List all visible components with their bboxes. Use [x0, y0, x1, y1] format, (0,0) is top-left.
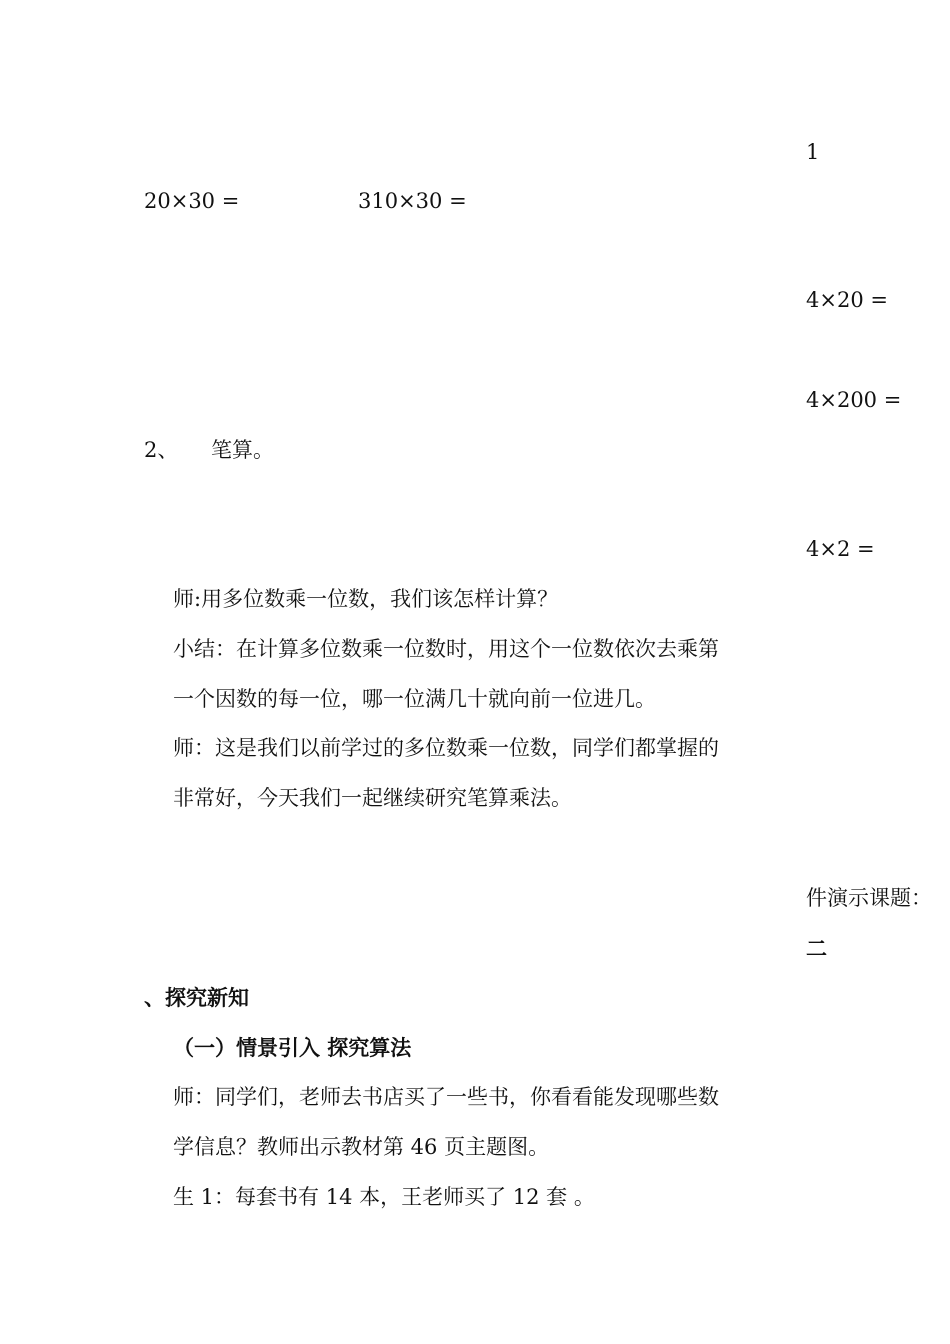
- calc-4x20: 4×20 =: [806, 288, 888, 312]
- review-summary-line-1: 小结：在计算多位数乘一位数时，用这个一位数依次去乘第: [173, 637, 719, 661]
- section-teacher-line-1: 师：同学们，老师去书店买了一些书，你看看能发现哪些数: [173, 1085, 719, 1109]
- written-calc-number: 2、: [144, 438, 179, 462]
- review-teacher-line-1: 师：这是我们以前学过的多位数乘一位数，同学们都掌握的: [173, 736, 719, 760]
- section-student-line: 生 1：每套书有 14 本，王老师买了 12 套 。: [173, 1185, 595, 1209]
- slide-note: 件演示课题：: [806, 886, 932, 910]
- oral-calc-item-b: 310×30 =: [358, 189, 467, 213]
- review-teacher-line-2: 非常好，今天我们一起继续研究笔算乘法。: [173, 786, 572, 810]
- right-number-1: 1: [806, 140, 820, 164]
- calc-4x2: 4×2 =: [806, 537, 875, 561]
- review-teacher-question: 师:用多位数乘一位数，我们该怎样计算？: [173, 587, 559, 611]
- section-number: 二: [806, 936, 827, 961]
- calc-4x200: 4×200 =: [806, 388, 902, 412]
- review-summary-line-2: 一个因数的每一位，哪一位满几十就向前一位进几。: [173, 687, 656, 711]
- section-heading: 、探究新知: [144, 985, 249, 1010]
- oral-calc-item-a: 20×30 =: [144, 189, 240, 213]
- section-teacher-line-2: 学信息？教师出示教材第 46 页主题图。: [173, 1135, 550, 1159]
- written-calc-label: 笔算。: [211, 438, 274, 462]
- section-subheading: （一）情景引入 探究算法: [173, 1035, 412, 1060]
